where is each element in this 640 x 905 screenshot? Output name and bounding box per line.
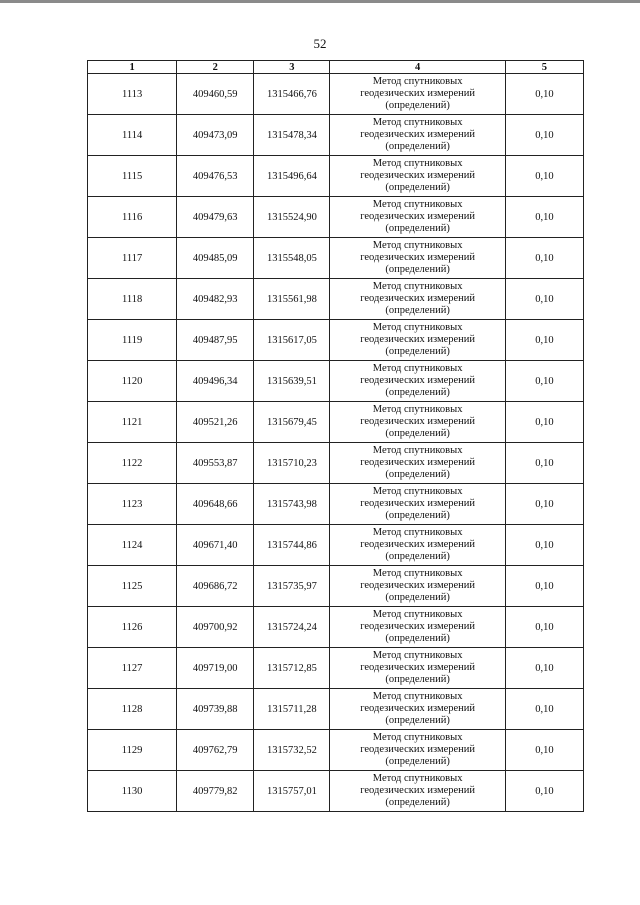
column-header-4: 4 (330, 61, 505, 74)
method-text-line: (определений) (385, 182, 450, 193)
method-text-line: геодезических измерений (360, 211, 476, 222)
method-cell (330, 566, 505, 607)
method-text-line: (определений) (385, 510, 450, 521)
table-row (88, 156, 584, 197)
method-cell (330, 730, 505, 771)
x-coordinate-cell: 409739,88 (177, 689, 254, 730)
table-row (88, 607, 584, 648)
point-number-cell: 1122 (88, 443, 177, 484)
method-text-line: (определений) (385, 264, 450, 275)
y-coordinate-cell: 1315724,24 (254, 607, 330, 648)
y-coordinate-cell: 1315561,98 (254, 279, 330, 320)
method-cell (330, 607, 505, 648)
accuracy-cell: 0,10 (505, 771, 583, 812)
table-row (88, 361, 584, 402)
method-text-line: геодезических измерений (360, 170, 476, 181)
table-body (88, 74, 584, 812)
x-coordinate-cell: 409553,87 (177, 443, 254, 484)
point-number-cell: 1125 (88, 566, 177, 607)
table-header (88, 61, 584, 74)
table-row (88, 771, 584, 812)
method-text-line: геодезических измерений (360, 293, 476, 304)
method-cell (330, 361, 505, 402)
method-cell (330, 238, 505, 279)
method-text-line: геодезических измерений (360, 334, 476, 345)
accuracy-cell: 0,10 (505, 443, 583, 484)
method-text-line: Метод спутниковых (372, 322, 463, 333)
accuracy-cell: 0,10 (505, 402, 583, 443)
accuracy-cell: 0,10 (505, 320, 583, 361)
method-cell (330, 74, 505, 115)
x-coordinate-cell: 409671,40 (177, 525, 254, 566)
point-number-cell: 1117 (88, 238, 177, 279)
x-coordinate-cell: 409473,09 (177, 115, 254, 156)
x-coordinate-cell: 409460,59 (177, 74, 254, 115)
accuracy-cell: 0,10 (505, 689, 583, 730)
method-cell (330, 115, 505, 156)
method-text-line: Метод спутниковых (372, 445, 463, 456)
table-row (88, 238, 584, 279)
point-number-cell: 1130 (88, 771, 177, 812)
table-row (88, 402, 584, 443)
method-text-line: геодезических измерений (360, 416, 476, 427)
accuracy-cell: 0,10 (505, 197, 583, 238)
method-text-line: (определений) (385, 469, 450, 480)
point-number-cell: 1119 (88, 320, 177, 361)
method-cell (330, 484, 505, 525)
method-text-line: Метод спутниковых (372, 650, 463, 661)
y-coordinate-cell: 1315496,64 (254, 156, 330, 197)
method-text-line: Метод спутниковых (372, 158, 463, 169)
accuracy-cell: 0,10 (505, 115, 583, 156)
method-text-line: Метод спутниковых (372, 76, 463, 87)
method-cell (330, 648, 505, 689)
method-text-line: геодезических измерений (360, 580, 476, 591)
method-text-line: (определений) (385, 592, 450, 603)
method-text-line: Метод спутниковых (372, 117, 463, 128)
method-text-line: (определений) (385, 305, 450, 316)
table-row (88, 115, 584, 156)
y-coordinate-cell: 1315712,85 (254, 648, 330, 689)
accuracy-cell: 0,10 (505, 74, 583, 115)
y-coordinate-cell: 1315478,34 (254, 115, 330, 156)
y-coordinate-cell: 1315711,28 (254, 689, 330, 730)
table-row (88, 689, 584, 730)
point-number-cell: 1120 (88, 361, 177, 402)
method-cell (330, 689, 505, 730)
x-coordinate-cell: 409485,09 (177, 238, 254, 279)
y-coordinate-cell: 1315548,05 (254, 238, 330, 279)
y-coordinate-cell: 1315466,76 (254, 74, 330, 115)
column-header-5: 5 (505, 61, 583, 74)
accuracy-cell: 0,10 (505, 730, 583, 771)
method-text-line: геодезических измерений (360, 662, 476, 673)
method-text-line: Метод спутниковых (372, 609, 463, 620)
x-coordinate-cell: 409700,92 (177, 607, 254, 648)
accuracy-cell: 0,10 (505, 238, 583, 279)
method-text-line: геодезических измерений (360, 539, 476, 550)
method-text-line: (определений) (385, 387, 450, 398)
method-cell (330, 402, 505, 443)
column-header-1: 1 (88, 61, 177, 74)
table-row (88, 730, 584, 771)
method-text-line: Метод спутниковых (372, 281, 463, 292)
x-coordinate-cell: 409482,93 (177, 279, 254, 320)
point-number-cell: 1123 (88, 484, 177, 525)
accuracy-cell: 0,10 (505, 607, 583, 648)
y-coordinate-cell: 1315743,98 (254, 484, 330, 525)
point-number-cell: 1129 (88, 730, 177, 771)
method-text-line: Метод спутниковых (372, 691, 463, 702)
method-cell (330, 197, 505, 238)
method-text-line: геодезических измерений (360, 129, 476, 140)
table-row (88, 566, 584, 607)
method-text-line: (определений) (385, 674, 450, 685)
method-text-line: геодезических измерений (360, 457, 476, 468)
table-row (88, 279, 584, 320)
method-text-line: Метод спутниковых (372, 486, 463, 497)
method-cell (330, 771, 505, 812)
table-row (88, 484, 584, 525)
method-text-line: геодезических измерений (360, 498, 476, 509)
x-coordinate-cell: 409686,72 (177, 566, 254, 607)
y-coordinate-cell: 1315744,86 (254, 525, 330, 566)
method-cell (330, 279, 505, 320)
method-text-line: (определений) (385, 756, 450, 767)
accuracy-cell: 0,10 (505, 361, 583, 402)
x-coordinate-cell: 409762,79 (177, 730, 254, 771)
table-row (88, 197, 584, 238)
method-text-line: (определений) (385, 428, 450, 439)
y-coordinate-cell: 1315710,23 (254, 443, 330, 484)
method-text-line: геодезических измерений (360, 88, 476, 99)
point-number-cell: 1116 (88, 197, 177, 238)
method-cell (330, 525, 505, 566)
table-row (88, 74, 584, 115)
x-coordinate-cell: 409648,66 (177, 484, 254, 525)
x-coordinate-cell: 409719,00 (177, 648, 254, 689)
method-text-line: Метод спутниковых (372, 527, 463, 538)
method-text-line: Метод спутниковых (372, 199, 463, 210)
accuracy-cell: 0,10 (505, 279, 583, 320)
point-number-cell: 1118 (88, 279, 177, 320)
method-text-line: Метод спутниковых (372, 363, 463, 374)
accuracy-cell: 0,10 (505, 648, 583, 689)
point-number-cell: 1114 (88, 115, 177, 156)
x-coordinate-cell: 409487,95 (177, 320, 254, 361)
point-number-cell: 1127 (88, 648, 177, 689)
table-row (88, 525, 584, 566)
column-header-2: 2 (177, 61, 254, 74)
point-number-cell: 1121 (88, 402, 177, 443)
method-text-line: Метод спутниковых (372, 240, 463, 251)
method-text-line: (определений) (385, 100, 450, 111)
y-coordinate-cell: 1315524,90 (254, 197, 330, 238)
point-number-cell: 1113 (88, 74, 177, 115)
method-text-line: (определений) (385, 633, 450, 644)
method-text-line: (определений) (385, 715, 450, 726)
point-number-cell: 1126 (88, 607, 177, 648)
x-coordinate-cell: 409521,26 (177, 402, 254, 443)
point-number-cell: 1124 (88, 525, 177, 566)
accuracy-cell: 0,10 (505, 566, 583, 607)
column-header-3: 3 (254, 61, 330, 74)
y-coordinate-cell: 1315639,51 (254, 361, 330, 402)
x-coordinate-cell: 409779,82 (177, 771, 254, 812)
y-coordinate-cell: 1315617,05 (254, 320, 330, 361)
method-text-line: Метод спутниковых (372, 773, 463, 784)
x-coordinate-cell: 409476,53 (177, 156, 254, 197)
y-coordinate-cell: 1315732,52 (254, 730, 330, 771)
method-text-line: (определений) (385, 551, 450, 562)
table-row (88, 320, 584, 361)
method-text-line: (определений) (385, 797, 450, 808)
scan-edge (0, 0, 640, 3)
method-text-line: Метод спутниковых (372, 732, 463, 743)
method-text-line: геодезических измерений (360, 785, 476, 796)
method-text-line: Метод спутниковых (372, 404, 463, 415)
method-text-line: (определений) (385, 223, 450, 234)
method-cell (330, 443, 505, 484)
y-coordinate-cell: 1315679,45 (254, 402, 330, 443)
table-row (88, 443, 584, 484)
point-number-cell: 1115 (88, 156, 177, 197)
method-text-line: (определений) (385, 346, 450, 357)
x-coordinate-cell: 409496,34 (177, 361, 254, 402)
table-row (88, 648, 584, 689)
method-text-line: Метод спутниковых (372, 568, 463, 579)
coordinates-table (87, 60, 584, 812)
accuracy-cell: 0,10 (505, 484, 583, 525)
x-coordinate-cell: 409479,63 (177, 197, 254, 238)
method-text-line: геодезических измерений (360, 621, 476, 632)
page-number: 52 (313, 36, 327, 51)
accuracy-cell: 0,10 (505, 156, 583, 197)
method-cell (330, 156, 505, 197)
method-text-line: геодезических измерений (360, 703, 476, 714)
method-text-line: (определений) (385, 141, 450, 152)
method-text-line: геодезических измерений (360, 252, 476, 263)
y-coordinate-cell: 1315735,97 (254, 566, 330, 607)
y-coordinate-cell: 1315757,01 (254, 771, 330, 812)
accuracy-cell: 0,10 (505, 525, 583, 566)
method-text-line: геодезических измерений (360, 744, 476, 755)
point-number-cell: 1128 (88, 689, 177, 730)
method-cell (330, 320, 505, 361)
method-text-line: геодезических измерений (360, 375, 476, 386)
